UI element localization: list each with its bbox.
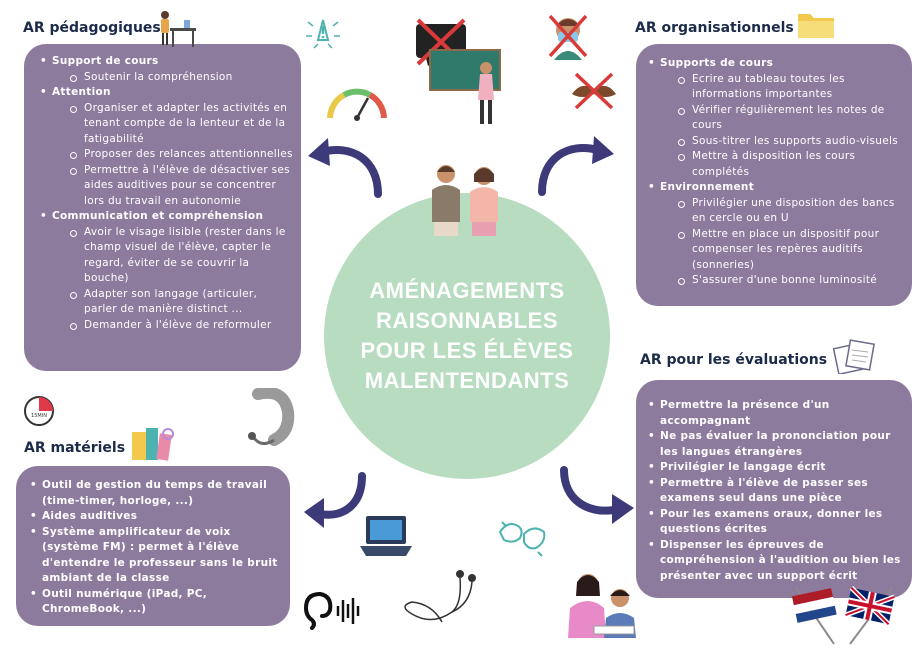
sub-list-item: Proposer des relances attentionnelles: [52, 147, 293, 163]
list-item: • Privilégier le langage écrit: [646, 460, 908, 476]
two-people-talking-icon: [426, 160, 508, 238]
list-item: • Pour les examens oraux, donner les questions écrites: [646, 507, 908, 538]
books-icon: [128, 424, 176, 464]
list-item: • Aides auditives: [28, 509, 284, 525]
center-title: AMÉNAGEMENTS RAISONNABLES POUR LES ÉLÈVES MALENTENDANTS: [360, 278, 574, 393]
sign-language-icon: [494, 512, 550, 562]
list-item: • Permettre à l'élève de passer ses examens seul dans une pièce: [646, 476, 908, 507]
no-mustache-icon: [568, 70, 620, 112]
heading-evaluations: AR pour les évaluations: [640, 352, 828, 368]
laptop-icon: [358, 512, 416, 560]
sub-list-item: Vérifier régulièrement les notes de cours: [660, 103, 906, 134]
list-item: • Support de cours Soutenir la compréhension: [38, 54, 293, 85]
list-item: • Outil numérique (iPad, PC, ChromeBook, ...): [28, 587, 284, 618]
teacher-desk-icon: [156, 6, 200, 50]
arrow-bottom-right-icon: [554, 464, 640, 528]
flags-icon: [790, 584, 898, 646]
panel-evaluations: [636, 380, 912, 598]
teacher-board-icon: [428, 46, 504, 128]
timer-label: 15MIN: [31, 413, 47, 419]
list-item: • Communication et compréhension Avoir le visage lisible (rester dans le champ visuel de l'élève, capter le regard, éviter de se couvrir la bouche) Adapter son langage (articuler, parler de manière distinct ... Demander à l'élève de reformuler: [38, 209, 293, 333]
sub-list-item: Demander à l'élève de reformuler: [52, 318, 293, 334]
arrow-top-right-icon: [532, 126, 622, 198]
hearing-icon: [298, 588, 364, 632]
documents-icon: [832, 338, 878, 374]
folder-icon: [796, 8, 836, 40]
list-item: • Attention Organiser et adapter les activités en tenant compte de la lenteur et de la fatigabilité Proposer des relances attentionnelles Permettre à l'élève de désactiver ses aides auditives pour se concentrer lors du travail en autonomie: [38, 85, 293, 209]
sub-list-item: Sous-titrer les supports audio-visuels: [660, 134, 906, 150]
sub-list-item: S'assurer d'une bonne luminosité: [660, 273, 906, 289]
timer-icon: [22, 394, 56, 428]
sub-list-item: Mettre à disposition les cours complétés: [660, 149, 906, 180]
list-item: • Système amplificateur de voix (système FM) : permet à l'élève d'entendre le professeur sans le bruit ambiant de la classe: [28, 525, 284, 587]
panel-pedagogiques: [24, 44, 301, 371]
hearing-aid-icon: [244, 388, 300, 454]
list-item: • Supports de cours Ecrire au tableau toutes les informations importantes Vérifier régulièrement les notes de cours Sous-titrer les supports audio-visuels Mettre à disposition les cours complétés: [646, 56, 906, 180]
list-item: • Outil de gestion du temps de travail (time-timer, horloge, ...): [28, 478, 284, 509]
mother-child-icon: [564, 568, 646, 640]
sub-list-item: Soutenir la compréhension: [52, 70, 293, 86]
sub-list-item: Mettre en place un dispositif pour compenser les repères auditifs (sonneries): [660, 227, 906, 274]
sub-list-item: Ecrire au tableau toutes les informations importantes: [660, 72, 906, 103]
list-item: • Dispenser les épreuves de compréhension à l'audition ou bien les présenter avec un support écrit: [646, 538, 908, 585]
earphones-icon: [392, 564, 492, 634]
sub-list-item: Privilégier une disposition des bancs en cercle ou en U: [660, 196, 906, 227]
no-mask-icon: [546, 10, 590, 62]
heading-pedagogiques: AR pédagogiques: [23, 20, 161, 36]
list-item: • Environnement Privilégier une disposition des bancs en cercle ou en U Mettre en place un dispositif pour compenser les repères auditifs (sonneries) S'assurer d'une bonne luminosité: [646, 180, 906, 289]
alert-icon: [300, 12, 346, 56]
heading-materiels: AR matériels: [24, 440, 126, 456]
sub-list-item: Adapter son langage (articuler, parler de manière distinct ...: [52, 287, 293, 318]
heading-organisationnels: AR organisationnels: [635, 20, 794, 36]
sub-list-item: Permettre à l'élève de désactiver ses aides auditives pour se concentrer lors du travail en autonomie: [52, 163, 293, 210]
panel-materiels: [16, 466, 290, 626]
sub-list-item: Organiser et adapter les activités en tenant compte de la lenteur et de la fatigabilité: [52, 101, 293, 148]
panel-organisationnels: [636, 44, 912, 306]
speedometer-icon: [324, 82, 390, 124]
list-item: • Permettre la présence d'un accompagnant: [646, 398, 908, 429]
sub-list-item: Avoir le visage lisible (rester dans le champ visuel de l'élève, capter le regard, éviter de se couvrir la bouche): [52, 225, 293, 287]
arrow-top-left-icon: [300, 130, 390, 200]
list-item: • Ne pas évaluer la prononciation pour les langues étrangères: [646, 429, 908, 460]
